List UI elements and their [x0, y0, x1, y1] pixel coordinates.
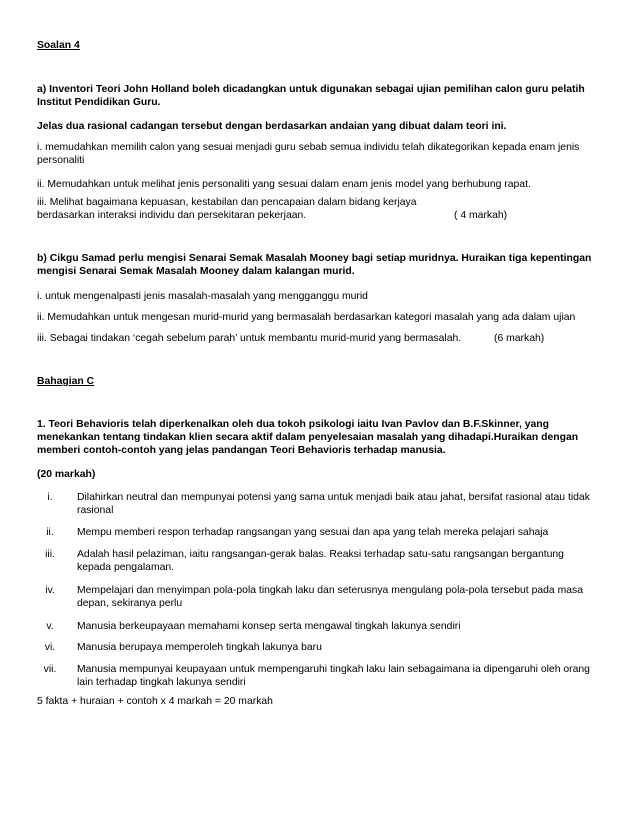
soalan4-a-answer-2: ii. Memudahkan untuk melihat jenis personaliti yang sesuai dalam enam jenis model yang berhubung rapat.	[37, 179, 531, 190]
list-item-number: vii.	[43, 664, 57, 675]
soalan4-b-answer-2: ii. Memudahkan untuk mengesan murid-murid yang bermasalah berdasarkan kategori masalah yang ada dalam ujian	[37, 312, 576, 323]
list-item-text: Manusia mempunyai keupayaan untuk mempengaruhi tingkah laku lain sebagaimana ia dipengaruhi oleh orang lain terhadap tingkah lakunya sendiri	[77, 664, 590, 688]
soalan4-a-marks: ( 4 markah)	[454, 210, 508, 221]
list-item-number: i.	[47, 492, 53, 503]
soalan4-a-question: a) Inventori Teori John Holland boleh dicadangkan untuk digunakan sebagai ujian pemilihan calon guru pelatih Institut Pendidikan Guru.	[37, 84, 585, 108]
soalan4-a-answer-1: i. memudahkan memilih calon yang sesuai menjadi guru sebab semua individu telah dikategorikan kepada enam jenis personaliti	[37, 142, 580, 166]
soalan4-b-answer-1: i. untuk mengenalpasti jenis masalah-masalah yang mengganggu murid	[37, 291, 368, 302]
soalan4-title: Soalan 4	[37, 40, 80, 51]
list-item-number: ii.	[46, 527, 54, 538]
bahagianC-footer: 5 fakta + huraian + contoh x 4 markah = 20 markah	[37, 696, 273, 707]
list-item-number: v.	[46, 621, 54, 632]
list-item-text: Manusia berkeupayaan memahami konsep serta mengawal tingkah lakunya sendiri	[77, 621, 461, 632]
bahagianC-question: 1. Teori Behavioris telah diperkenalkan oleh dua tokoh psikologi iaitu Ivan Pavlov dan B.F.Skinner, yang menekankan tentang tindakan klien secara aktif dalam penyelesaian masalah yang dihadapi.Huraikan dengan memberi contoh-contoh yang jelas pandangan Teori Behavioris terhadap manusia.	[37, 419, 579, 456]
list-item-number: vi.	[44, 642, 56, 653]
list-item-text: Mempu memberi respon terhadap rangsangan yang sesuai dan apa yang telah mereka pelajari sahaja	[77, 527, 549, 538]
bahagianC-title: Bahagian C	[37, 376, 95, 387]
soalan4-b-question: b) Cikgu Samad perlu mengisi Senarai Semak Masalah Mooney bagi setiap muridnya. Huraikan tiga kepentingan mengisi Senarai Semak Masalah Mooney dalam kalangan murid.	[37, 253, 592, 277]
soalan4-a-answer-3: iii. Melihat bagaimana kepuasan, kestabilan dan pencapaian dalam bidang kerjaya berdasarkan interaksi individu dan persekitaran pekerjaan.	[37, 197, 417, 221]
list-item-text: Manusia berupaya memperoleh tingkah lakunya baru	[77, 642, 322, 653]
bahagianC-marks: (20 markah)	[37, 469, 96, 480]
list-item-text: Dilahirkan neutral dan mempunyai potensi yang sama untuk menjadi baik atau jahat, bersifat rasional atau tidak rasional	[77, 492, 590, 516]
list-item-text: Adalah hasil pelaziman, iaitu rangsangan-gerak balas. Reaksi terhadap satu-satu rangsangan bergantung kepada pengalaman.	[77, 549, 564, 573]
list-item-number: iv.	[45, 585, 55, 596]
soalan4-b-answer-3: iii. Sebagai tindakan ‘cegah sebelum parah’ untuk membantu murid-murid yang bermasalah.	[37, 333, 462, 344]
list-item-number: iii.	[45, 549, 55, 560]
soalan4-b-marks: (6 markah)	[494, 333, 545, 344]
soalan4-a-instruction: Jelas dua rasional cadangan tersebut dengan berdasarkan andaian yang dibuat dalam teori ini.	[37, 121, 507, 132]
list-item-text: Mempelajari dan menyimpan pola-pola tingkah laku dan seterusnya mengulang pola-pola tersebut pada masa depan, sekiranya perlu	[77, 585, 583, 609]
